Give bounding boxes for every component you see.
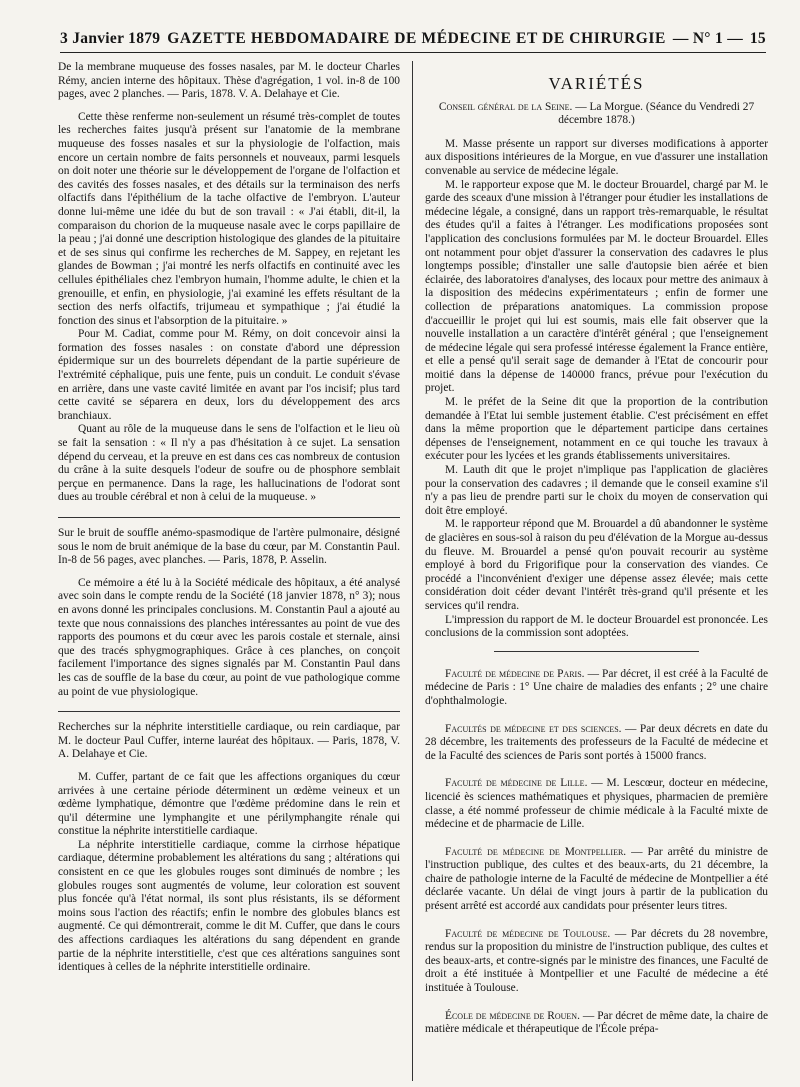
header-issue: — N° 1 —	[672, 30, 744, 47]
news-item	[425, 723, 768, 764]
news-text: — Par décret, il est créé à la Faculté de médecine de Paris : 1° Une chaire de maladies des enfants ; 2° une chaire d'ophthalmologie.	[425, 667, 768, 707]
news-item	[425, 846, 768, 914]
review-entry-nephrite	[58, 721, 400, 975]
news-heading: Faculté de médecine de Toulouse.	[445, 927, 611, 940]
review-paragraph: M. Cuffer, partant de ce fait que les affections organiques du cœur arrivées à une certaine période déterminent un œdème veineux et un œdème lymphatique, démontre que l'œdème prédomine dans le rein et qu'il détermine une lymphangite et une périlymphangite rénale qui constitue la néphrite interstitielle cardiaque.	[58, 770, 400, 838]
news-item	[425, 777, 768, 831]
review-paragraph: La néphrite interstitielle cardiaque, comme la cirrhose hépatique cardiaque, détermine probablement les altérations du sang ; altérations qui consistent en ce que les globules rouges sont diminués de nombre ; les globules rouges sont augmentés de volume, leur coloration est souvent plus foncée qu'à l'état normal, ils sont plus résistants, ils se déforment moins sous l'action des réactifs; enfin le nombre des globules blancs est augmenté. Ce qui démontrerait, comme le dit M. Cuffer, que dans le cours des affections cardiaques les altérations du sang dépendent en grande partie de la néphrite interstitielle, c'est que ces altérations sanguines sont identiques à celles de la néphrite interstitielle ordinaire.	[58, 838, 400, 974]
two-column-body	[58, 61, 768, 1081]
review-citation: Sur le bruit de souffle anémo-spasmodique de l'artère pulmonaire, désigné sous le nom de bruit anémique de la base du cœur, par M. Constantin Paul. In-8 de 56 pages, avec planches. — Paris, 1878, P. Asselin.	[58, 527, 400, 567]
report-paragraph: M. le rapporteur expose que M. le docteur Brouardel, chargé par M. le garde des sceaux d'une mission à l'étranger pour étudier les installations de médecine légale, a consigné, dans un rapport très-remarquable, le résultat des études qu'il a faites à l'étranger. Les modifications proposées sont l'application des conclusions formulées par M. le docteur Brouardel. Elles ont notamment pour objet d'assurer la conservation des cadavres le plus longtemps possible; d'installer une salle d'autopsie bien aérée et bien éclairée, des laboratoires d'analyses, des locaux pour mettre des animaux à la disposition des médecins expérimentateurs ; enfin de former une collection de préparations anatomiques. La commission propose d'accueillir le projet qui lui est soumis, mais elle fait observer que la nouvelle installation a un caractère d'intérêt général ; que l'enseignement de médecine légale qui sera professé intéresse également la France entière, et elle a pensé qu'il serait sage de demander à l'Etat de concourir pour moitié dans la dépense de 140000 francs, prévue pour l'exécution du projet.	[425, 178, 768, 395]
report-paragraph: M. Lauth dit que le projet n'implique pas l'application de glacières pour la conservation des cadavres ; il demande que le conseil examine s'il n'y a pas lieu de prendre parti sur le choix du moyen de conservation qui doit être employé.	[425, 464, 768, 517]
header-title: GAZETTE HEBDOMADAIRE DE MÉDECINE ET DE CHIRURGIE	[167, 30, 666, 47]
report-paragraph: M. le rapporteur répond que M. Brouardel a dû abandonner le système de glacières en sous-sol à raison du peu d'élévation de la Morgue au-dessus du fleuve. M. Brouardel a pensé qu'on pouvait recourir au système employé à bord du Frigorifique pour la conservation des viandes. Ce procédé a l'inconvénient d'exiger une dépense assez élevée; mais cette considération doit céder devant l'intérêt très-grand qu'il présente et les services qu'il rendra.	[425, 518, 768, 612]
section-divider	[494, 651, 700, 652]
report-paragraph: L'impression du rapport de M. le docteur Brouardel est prononcée. Les conclusions de la commission sont adoptées.	[425, 613, 768, 640]
session-heading	[425, 101, 768, 128]
news-item	[425, 668, 768, 709]
review-paragraph: Ce mémoire a été lu à la Société médicale des hôpitaux, a été analysé avec soin dans le compte rendu de la Société (18 janvier 1878, n° 3); nous en avons donné les principales conclusions. M. Constantin Paul a ajouté au texte que nous connaissions des planches intéressantes au point de vue des rapports des poumons et du cœur avec les parois costale et sternale, ainsi que des tracés sphygmographiques. Grâce à ces planches, on conçoit facilement l'importance des signes signalés par M. Constantin Paul dans les cas de souffle de la base du cœur, au point de vue pathologique comme au point de vue physiologique.	[58, 576, 400, 698]
news-text: — M. Lescœur, docteur en médecine, licencié ès sciences mathématiques et physiques, pharmacien de première classe, a été nommé professeur de chimie médicale à la Faculté mixte de médecine et de pharmacie de Lille.	[425, 777, 768, 831]
review-paragraph: Pour M. Cadiat, comme pour M. Rémy, on doit concevoir ainsi la formation des fosses nasales : on constate d'abord une dépression épidermique sur un des bourrelets dépendant de la partie supérieure de l'extrémité céphalique, puis une fente, puis un conduit. Le conduit s'évase en arrière, dans une vaste cavité limitée en avant par l'os incisif; plus tard cette cavité se séparera en deux, lors du développement des arcs branchiaux.	[58, 328, 400, 422]
review-entry-souffle	[58, 527, 400, 699]
section-title-varietes: VARIÉTÉS	[548, 74, 645, 93]
right-column	[412, 61, 768, 1081]
section-divider	[58, 517, 400, 518]
news-text: — Par décrets du 28 novembre, rendus sur la proposition du ministre de l'instruction publique, des cultes et des beaux-arts, et contre-signés par le ministre des finances, une Faculté de droit a été instituée à Montpellier et une Faculté de médecine a été instituée à Toulouse.	[425, 927, 768, 995]
news-item	[425, 1010, 768, 1037]
header-date: 3 Janvier 1879	[60, 30, 161, 47]
review-entry-nasal	[58, 61, 400, 505]
review-paragraph: Quant au rôle de la muqueuse dans le sens de l'olfaction et le lieu où se fait la sensation : « Il n'y a pas d'hésitation à ce sujet. La sensation dépend du cerveau, et la preuve en est dans ces cas nombreux de contusion du crâne à la suite desquels l'odeur de soufre ou de phosphore semblait perçue en permanence. Dans la rage, les hallucinations de l'odorat sont dues au trouble cérébral et non à celui de la muqueuse. »	[58, 423, 400, 504]
news-heading: Faculté de médecine de Montpellier.	[445, 845, 627, 858]
news-heading: Faculté de médecine de Paris.	[445, 667, 585, 680]
news-text: — Par arrêté du ministre de l'instruction publique, des cultes et des beaux-arts, du 21 décembre, la chaire de pathologie interne de la Faculté de médecine de Montpellier a été déclarée vacante. Un délai de vingt jours à partir de la publication du présent arrêté est accordé aux candidats pour présenter leurs titres.	[425, 845, 768, 913]
news-text: — Par deux décrets en date du 28 décembre, les traitements des professeurs de la Faculté de médecine et de la Faculté des sciences de Paris sont portés à 15000 francs.	[425, 722, 768, 762]
news-heading: École de médecine de Rouen.	[445, 1009, 580, 1022]
page-header	[60, 30, 766, 53]
review-citation: De la membrane muqueuse des fosses nasales, par M. le docteur Charles Rémy, ancien interne des hôpitaux. Thèse d'agrégation, 1 vol. in-8 de 100 pages, avec 2 planches. — Paris, 1878. V. A. Delahaye et Cie.	[58, 61, 400, 101]
review-citation: Recherches sur la néphrite interstitielle cardiaque, ou rein cardiaque, par M. le docteur Paul Cuffer, interne lauréat des hôpitaux. — Paris, 1878, V. A. Delahaye et Cie.	[58, 721, 400, 761]
session-topic: — La Morgue. (Séance du Vendredi 27 décembre 1878.)	[558, 100, 755, 127]
session-subject: Conseil général de la Seine.	[438, 100, 573, 113]
news-item	[425, 928, 768, 996]
news-text: — Par décret de même date, la chaire de matière médicale et thérapeutique de l'École prépa-	[425, 1009, 768, 1036]
header-page-number: 15	[749, 30, 766, 47]
review-paragraph: Cette thèse renferme non-seulement un résumé très-complet de toutes les recherches faites jusqu'à présent sur l'anatomie de la membrane muqueuse des fosses nasales et sur la physiologie de l'olfaction, mais encore un certain nombre de faits personnels et nouveaux, parmi lesquels on doit noter une théorie sur le développement de l'organe de l'olfaction et des cavités des fosses nasales, et des détails sur la terminaison des nerfs olfactifs dans l'épithélium de la tache olfactive de l'embryon. L'auteur donne lui-même une idée du but de son travail : « J'ai établi, dit-il, la comparaison du chorion de la muqueuse nasale avec le corps papillaire de la peau ; j'ai donné une description histologique des glandes de la pituitaire et de ses sinus qui confirme les recherches de M. Sappey, en rejetant les glandes de Bowman ; j'ai montré les nerfs olfactifs en continuité avec les cellules épithéliales chez l'embryon humain, l'homme adulte, le chien et la grenouille, et enfin, en physiologie, j'ai examiné les effets résultant de la section des nerfs olfactifs, trijumeau et sympathique ; j'ai étudié la fonction des sinus et l'absorption de la pituitaire. »	[58, 110, 400, 327]
news-heading: Faculté de médecine de Lille.	[445, 777, 588, 790]
report-paragraph: M. Masse présente un rapport sur diverses modifications à apporter aux dispositions intérieures de la Morgue, en vue d'assurer une installation convenable au service de médecine légale.	[425, 137, 768, 177]
left-column	[58, 61, 412, 1081]
section-divider	[58, 711, 400, 712]
report-paragraph: M. le préfet de la Seine dit que la proportion de la contribution demandée à l'Etat lui semble justement établie. C'est précisément en effet dans la même proportion que le département participe dans certaines dépenses de l'enseignement, notamment en ce qui touche les travaux à exécuter pour les lycées et les grands établissements universitaires.	[425, 396, 768, 463]
news-heading: Facultés de médecine et des sciences.	[445, 722, 622, 735]
